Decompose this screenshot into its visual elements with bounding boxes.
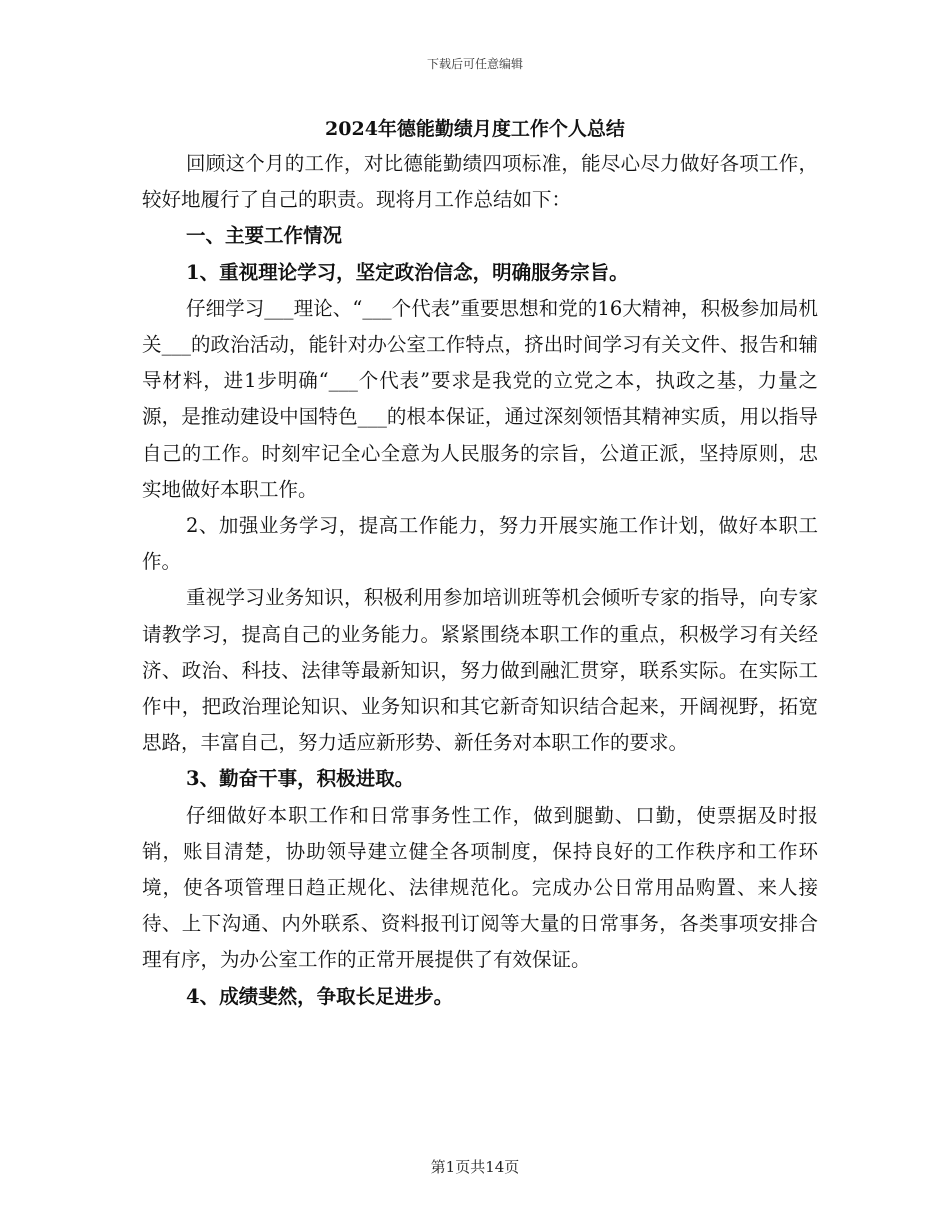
page-title: 2024年德能勤绩月度工作个人总结 bbox=[325, 118, 625, 140]
subsection-heading-4: 4、成绩斐然，争取长足进步。 bbox=[186, 984, 454, 1008]
page-footer: 第1页共14页 bbox=[430, 1158, 520, 1176]
subsection-heading-1: 1、重视理论学习，坚定政治信念，明确服务宗旨。 bbox=[186, 260, 629, 284]
document-body bbox=[142, 146, 818, 1015]
intro-paragraph: 回顾这个月的工作，对比德能勤绩四项标准，能尽心尽力做好各项工作，较好地履行了自己的职责。现将月工作总结如下： bbox=[142, 152, 818, 212]
header-note: 下载后可任意编辑 bbox=[426, 57, 523, 71]
paragraph-business-study: 重视学习业务知识，积极利用参加培训班等机会倾听专家的指导，向专家请教学习，提高自己的业务能力。紧紧围绕本职工作的重点，积极学习有关经济、政治、科技、法律等最新知识，努力做到融汇贯穿，联系实际。在实际工作中，把政治理论知识、业务知识和其它新奇知识结合起来，开阔视野，拓宽思路，丰富自己，努力适应新形势、新任务对本职工作的要求。 bbox=[142, 586, 818, 755]
section-heading: 一、主要工作情况 bbox=[186, 224, 343, 248]
paragraph-theory-study: 仔细学习___理论、“___个代表”重要思想和党的16大精神，积极参加局机关___的政治活动，能针对办公室工作特点，挤出时间学习有关文件、报告和辅导材料，进1步明确“___个代表”要求是我党的立党之本，执政之基，力量之源，是推动建设中国特色___的根本保证，通过深刻领悟其精神实质，用以指导自己的工作。时刻牢记全心全意为人民服务的宗旨，公道正派，坚持原则，忠实地做好本职工作。 bbox=[142, 296, 818, 501]
paragraph-daily-work: 仔细做好本职工作和日常事务性工作，做到腿勤、口勤，使票据及时报销，账目清楚，协助领导建立健全各项制度，保持良好的工作秩序和工作环境，使各项管理日趋正规化、法律规范化。完成办公日常用品购置、来人接待、上下沟通、内外联系、资料报刊订阅等大量的日常事务，各类事项安排合理有序，为办公室工作的正常开展提供了有效保证。 bbox=[142, 803, 818, 972]
subsection-heading-3: 3、勤奋干事，积极进取。 bbox=[186, 767, 415, 791]
subsection-heading-2: 2、加强业务学习，提高工作能力，努力开展实施工作计划，做好本职工作。 bbox=[142, 514, 818, 574]
